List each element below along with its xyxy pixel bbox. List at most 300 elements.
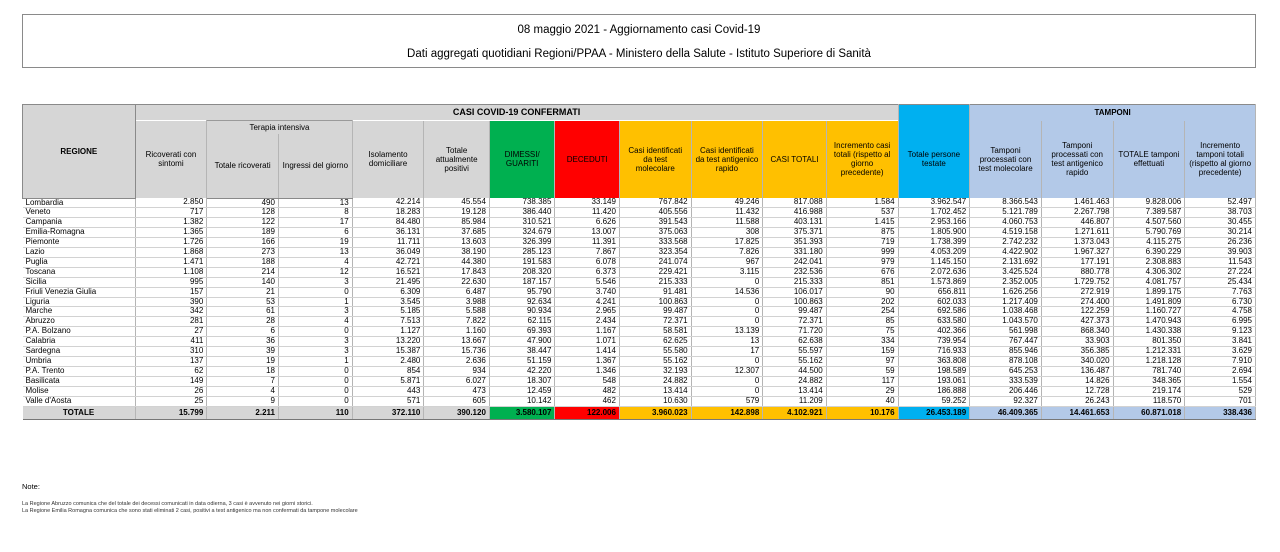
table-row xyxy=(23,297,1256,307)
data-cell: 342 xyxy=(135,307,207,317)
data-cell: 529 xyxy=(1185,386,1256,396)
data-cell: 95.790 xyxy=(489,287,555,297)
data-cell: 7.763 xyxy=(1185,287,1256,297)
data-cell: 8 xyxy=(278,208,352,218)
table-row xyxy=(23,228,1256,238)
data-cell: 4 xyxy=(278,257,352,267)
data-cell: 7.826 xyxy=(691,248,763,258)
data-cell: 122.259 xyxy=(1041,307,1113,317)
data-cell: 4.081.757 xyxy=(1113,277,1185,287)
notes-section xyxy=(22,482,358,515)
data-cell: 272.919 xyxy=(1041,287,1113,297)
data-cell: 1.899.175 xyxy=(1113,287,1185,297)
data-cell: 4.507.560 xyxy=(1113,218,1185,228)
data-cell: 1.160 xyxy=(424,327,490,337)
data-cell: 0 xyxy=(278,396,352,406)
table-row xyxy=(23,208,1256,218)
data-cell: 1.726 xyxy=(135,238,207,248)
data-cell: 4.053.209 xyxy=(898,248,970,258)
data-cell: 1.868 xyxy=(135,248,207,258)
data-cell: 30.455 xyxy=(1185,218,1256,228)
data-cell: 1.554 xyxy=(1185,376,1256,386)
data-cell: 122 xyxy=(207,218,279,228)
total-cell: 122.006 xyxy=(555,406,620,419)
data-cell: 6 xyxy=(207,327,279,337)
table-row xyxy=(23,238,1256,248)
region-name-cell: Abruzzo xyxy=(23,317,136,327)
data-cell: 137 xyxy=(135,357,207,367)
data-cell: 1.038.468 xyxy=(970,307,1042,317)
data-cell: 9.828.006 xyxy=(1113,198,1185,208)
data-cell: 24.882 xyxy=(763,376,826,386)
data-cell: 206.446 xyxy=(970,386,1042,396)
data-cell: 273 xyxy=(207,248,279,258)
data-cell: 202 xyxy=(826,297,898,307)
data-cell: 1.373.043 xyxy=(1041,238,1113,248)
note-line: La Regione Emilia Romagna comunica che sono stati eliminati 2 casi, positivi a test antigenico ma non confermati da tampone molecolare xyxy=(22,508,358,514)
data-cell: 0 xyxy=(278,287,352,297)
data-cell: 45.554 xyxy=(424,198,490,208)
data-cell: 159 xyxy=(826,347,898,357)
data-cell: 5.871 xyxy=(352,376,424,386)
region-name-cell: Umbria xyxy=(23,357,136,367)
data-cell: 656.811 xyxy=(898,287,970,297)
data-cell: 61 xyxy=(207,307,279,317)
data-cell: 801.350 xyxy=(1113,337,1185,347)
data-cell: 29 xyxy=(826,386,898,396)
total-cell: 2.211 xyxy=(207,406,279,419)
col-casi-test-antigenico: Casi identificati da test antigenico rapido xyxy=(691,121,763,199)
data-cell: 5.185 xyxy=(352,307,424,317)
data-cell: 21.495 xyxy=(352,277,424,287)
data-cell: 324.679 xyxy=(489,228,555,238)
data-cell: 386.440 xyxy=(489,208,555,218)
data-cell: 281 xyxy=(135,317,207,327)
data-cell: 0 xyxy=(278,386,352,396)
data-cell: 229.421 xyxy=(619,267,691,277)
data-cell: 189 xyxy=(207,228,279,238)
data-cell: 241.074 xyxy=(619,257,691,267)
data-cell: 72.371 xyxy=(619,317,691,327)
data-cell: 5.588 xyxy=(424,307,490,317)
data-cell: 9.123 xyxy=(1185,327,1256,337)
data-cell: 191.583 xyxy=(489,257,555,267)
data-cell: 2.953.166 xyxy=(898,218,970,228)
data-cell: 0 xyxy=(691,376,763,386)
data-cell: 219.174 xyxy=(1113,386,1185,396)
data-cell: 7.513 xyxy=(352,317,424,327)
region-name-cell: Friuli Venezia Giulia xyxy=(23,287,136,297)
data-cell: 781.740 xyxy=(1113,366,1185,376)
data-cell: 17.843 xyxy=(424,267,490,277)
col-incremento-casi: Incremento casi totali (rispetto al giorno precedente) xyxy=(826,121,898,199)
total-cell: 390.120 xyxy=(424,406,490,419)
data-cell: 198.589 xyxy=(898,366,970,376)
data-cell: 1.470.943 xyxy=(1113,317,1185,327)
data-cell: 128 xyxy=(207,208,279,218)
region-name-cell: Campania xyxy=(23,218,136,228)
col-casi-test-molecolare: Casi identificati da test molecolare xyxy=(619,121,691,199)
region-column-header: REGIONE xyxy=(23,105,136,199)
data-cell: 571 xyxy=(352,396,424,406)
data-cell: 739.954 xyxy=(898,337,970,347)
data-cell: 33.903 xyxy=(1041,337,1113,347)
data-cell: 1.415 xyxy=(826,218,898,228)
data-cell: 605 xyxy=(424,396,490,406)
data-cell: 17 xyxy=(278,218,352,228)
data-cell: 0 xyxy=(278,376,352,386)
data-cell: 3 xyxy=(278,277,352,287)
data-cell: 7.822 xyxy=(424,317,490,327)
data-cell: 52.497 xyxy=(1185,198,1256,208)
data-cell: 7 xyxy=(207,376,279,386)
data-cell: 15.736 xyxy=(424,347,490,357)
data-cell: 55.162 xyxy=(619,357,691,367)
data-cell: 490 xyxy=(207,198,279,208)
data-cell: 645.253 xyxy=(970,366,1042,376)
data-cell: 215.333 xyxy=(763,277,826,287)
data-cell: 22.630 xyxy=(424,277,490,287)
data-cell: 537 xyxy=(826,208,898,218)
total-cell: 110 xyxy=(278,406,352,419)
data-cell: 0 xyxy=(691,317,763,327)
data-cell: 4.060.753 xyxy=(970,218,1042,228)
data-cell: 1.346 xyxy=(555,366,620,376)
data-cell: 979 xyxy=(826,257,898,267)
data-cell: 676 xyxy=(826,267,898,277)
col-tamponi-molecolare: Tamponi processati con test molecolare xyxy=(970,121,1042,199)
col-totale-ricoverati: Totale ricoverati xyxy=(207,134,279,199)
table-row xyxy=(23,327,1256,337)
data-cell: 579 xyxy=(691,396,763,406)
data-cell: 39.903 xyxy=(1185,248,1256,258)
data-cell: 1.108 xyxy=(135,267,207,277)
data-cell: 149 xyxy=(135,376,207,386)
report-subtitle: Dati aggregati quotidiani Regioni/PPAA - Ministero della Salute - Istituto Superiore di Sanità xyxy=(407,48,871,60)
col-ingressi-giorno: Ingressi del giorno xyxy=(278,134,352,199)
data-cell: 25 xyxy=(135,396,207,406)
data-cell: 855.946 xyxy=(970,347,1042,357)
data-cell: 2.131.692 xyxy=(970,257,1042,267)
data-cell: 2.694 xyxy=(1185,366,1256,376)
data-cell: 482 xyxy=(555,386,620,396)
data-cell: 0 xyxy=(691,277,763,287)
data-cell: 15.387 xyxy=(352,347,424,357)
data-cell: 995 xyxy=(135,277,207,287)
table-row xyxy=(23,248,1256,258)
data-cell: 36.131 xyxy=(352,228,424,238)
data-cell: 1.167 xyxy=(555,327,620,337)
data-cell: 1.212.331 xyxy=(1113,347,1185,357)
region-name-cell: Marche xyxy=(23,307,136,317)
data-cell: 62.625 xyxy=(619,337,691,347)
total-cell: 26.453.189 xyxy=(898,406,970,419)
region-name-cell: Emilia-Romagna xyxy=(23,228,136,238)
data-cell: 13.603 xyxy=(424,238,490,248)
col-casi-totali: CASI TOTALI xyxy=(763,121,826,199)
data-cell: 27.224 xyxy=(1185,267,1256,277)
data-cell: 0 xyxy=(278,366,352,376)
data-cell: 13.414 xyxy=(763,386,826,396)
data-cell: 411 xyxy=(135,337,207,347)
table-row xyxy=(23,277,1256,287)
table-body xyxy=(23,198,1256,419)
data-cell: 2.308.883 xyxy=(1113,257,1185,267)
data-cell: 14.826 xyxy=(1041,376,1113,386)
data-cell: 11.711 xyxy=(352,238,424,248)
notes-label: Note: xyxy=(22,482,40,491)
data-cell: 40 xyxy=(826,396,898,406)
data-cell: 1.414 xyxy=(555,347,620,357)
data-cell: 177.191 xyxy=(1041,257,1113,267)
data-cell: 90 xyxy=(826,287,898,297)
data-cell: 1.584 xyxy=(826,198,898,208)
data-cell: 53 xyxy=(207,297,279,307)
data-cell: 49.246 xyxy=(691,198,763,208)
data-cell: 285.123 xyxy=(489,248,555,258)
data-cell: 13.220 xyxy=(352,337,424,347)
data-cell: 71.720 xyxy=(763,327,826,337)
data-cell: 38.703 xyxy=(1185,208,1256,218)
data-cell: 12.307 xyxy=(691,366,763,376)
data-cell: 767.842 xyxy=(619,198,691,208)
data-cell: 62.115 xyxy=(489,317,555,327)
data-cell: 118.570 xyxy=(1113,396,1185,406)
table-row xyxy=(23,357,1256,367)
data-cell: 106.017 xyxy=(763,287,826,297)
data-cell: 37.685 xyxy=(424,228,490,238)
data-cell: 880.778 xyxy=(1041,267,1113,277)
data-cell: 1.805.900 xyxy=(898,228,970,238)
data-cell: 18 xyxy=(207,366,279,376)
data-cell: 4.422.902 xyxy=(970,248,1042,258)
col-tamponi-antigenico: Tamponi processati con test antigenico rapido xyxy=(1041,121,1113,199)
data-cell: 13 xyxy=(278,198,352,208)
data-cell: 348.365 xyxy=(1113,376,1185,386)
data-cell: 11.588 xyxy=(691,218,763,228)
col-deceduti: DECEDUTI xyxy=(555,121,620,199)
table-row xyxy=(23,257,1256,267)
data-cell: 208.320 xyxy=(489,267,555,277)
data-cell: 85 xyxy=(826,317,898,327)
data-cell: 1 xyxy=(278,297,352,307)
data-cell: 214 xyxy=(207,267,279,277)
data-cell: 26.236 xyxy=(1185,238,1256,248)
data-cell: 2.072.636 xyxy=(898,267,970,277)
data-cell: 6.626 xyxy=(555,218,620,228)
report-title: 08 maggio 2021 - Aggiornamento casi Covid-19 xyxy=(517,24,761,36)
data-cell: 11.391 xyxy=(555,238,620,248)
tamponi-group-header: TAMPONI xyxy=(970,105,1256,121)
col-dimessi-guariti: DIMESSI/ GUARITI xyxy=(489,121,555,199)
data-cell: 1.160.727 xyxy=(1113,307,1185,317)
data-cell: 633.580 xyxy=(898,317,970,327)
region-name-cell: Lazio xyxy=(23,248,136,258)
region-name-cell: Puglia xyxy=(23,257,136,267)
data-cell: 3.629 xyxy=(1185,347,1256,357)
data-cell: 92.327 xyxy=(970,396,1042,406)
data-cell: 340.020 xyxy=(1041,357,1113,367)
data-cell: 16.521 xyxy=(352,267,424,277)
data-cell: 42.721 xyxy=(352,257,424,267)
data-cell: 1.967.327 xyxy=(1041,248,1113,258)
data-cell: 3.115 xyxy=(691,267,763,277)
table-row xyxy=(23,198,1256,208)
total-cell: 46.409.365 xyxy=(970,406,1042,419)
total-cell: 15.799 xyxy=(135,406,207,419)
table-row xyxy=(23,218,1256,228)
data-cell: 934 xyxy=(424,366,490,376)
data-cell: 274.400 xyxy=(1041,297,1113,307)
note-line: La Regione Abruzzo comunica che del totale dei decessi comunicati in data odierna, 3 casi è avvenuto nei giorni storici. xyxy=(22,501,313,507)
table-row xyxy=(23,347,1256,357)
data-cell: 1.430.338 xyxy=(1113,327,1185,337)
data-cell: 58.581 xyxy=(619,327,691,337)
data-cell: 59.252 xyxy=(898,396,970,406)
total-cell: 338.436 xyxy=(1185,406,1256,419)
data-cell: 1.491.809 xyxy=(1113,297,1185,307)
data-cell: 473 xyxy=(424,386,490,396)
data-cell: 3.740 xyxy=(555,287,620,297)
data-cell: 1.145.150 xyxy=(898,257,970,267)
data-cell: 561.998 xyxy=(970,327,1042,337)
data-cell: 84.480 xyxy=(352,218,424,228)
data-cell: 59 xyxy=(826,366,898,376)
data-cell: 13.414 xyxy=(619,386,691,396)
data-cell: 100.863 xyxy=(763,297,826,307)
data-cell: 55.597 xyxy=(763,347,826,357)
data-cell: 2.965 xyxy=(555,307,620,317)
data-cell: 55.162 xyxy=(763,357,826,367)
data-cell: 85.984 xyxy=(424,218,490,228)
data-cell: 36 xyxy=(207,337,279,347)
total-cell: 3.960.023 xyxy=(619,406,691,419)
data-cell: 0 xyxy=(691,297,763,307)
data-cell: 91.481 xyxy=(619,287,691,297)
data-cell: 42.220 xyxy=(489,366,555,376)
total-cell: 372.110 xyxy=(352,406,424,419)
data-cell: 14.536 xyxy=(691,287,763,297)
data-cell: 3 xyxy=(278,307,352,317)
data-cell: 405.556 xyxy=(619,208,691,218)
data-cell: 6.309 xyxy=(352,287,424,297)
data-cell: 1.573.869 xyxy=(898,277,970,287)
data-cell: 4 xyxy=(207,386,279,396)
data-cell: 7.389.587 xyxy=(1113,208,1185,218)
total-cell: 10.176 xyxy=(826,406,898,419)
data-cell: 6.373 xyxy=(555,267,620,277)
data-cell: 13 xyxy=(278,248,352,258)
data-cell: 33.149 xyxy=(555,198,620,208)
data-cell: 427.373 xyxy=(1041,317,1113,327)
data-cell: 187.157 xyxy=(489,277,555,287)
data-cell: 854 xyxy=(352,366,424,376)
data-cell: 13 xyxy=(691,337,763,347)
data-cell: 878.108 xyxy=(970,357,1042,367)
table-row xyxy=(23,366,1256,376)
data-cell: 390 xyxy=(135,297,207,307)
data-cell: 1 xyxy=(278,357,352,367)
data-cell: 26 xyxy=(135,386,207,396)
col-incremento-tamponi: Incremento tamponi totali (rispetto al giorno precedente) xyxy=(1185,121,1256,199)
data-cell: 17.825 xyxy=(691,238,763,248)
data-cell: 875 xyxy=(826,228,898,238)
data-cell: 7.910 xyxy=(1185,357,1256,367)
data-cell: 19.128 xyxy=(424,208,490,218)
data-cell: 44.380 xyxy=(424,257,490,267)
data-cell: 4.519.158 xyxy=(970,228,1042,238)
data-cell: 47.900 xyxy=(489,337,555,347)
region-name-cell: P.A. Trento xyxy=(23,366,136,376)
data-cell: 42.214 xyxy=(352,198,424,208)
data-cell: 99.487 xyxy=(763,307,826,317)
data-cell: 2.352.005 xyxy=(970,277,1042,287)
data-cell: 0 xyxy=(691,386,763,396)
data-cell: 6.995 xyxy=(1185,317,1256,327)
data-cell: 254 xyxy=(826,307,898,317)
data-cell: 13.667 xyxy=(424,337,490,347)
data-cell: 36.049 xyxy=(352,248,424,258)
data-cell: 323.354 xyxy=(619,248,691,258)
data-cell: 100.863 xyxy=(619,297,691,307)
total-row xyxy=(23,406,1256,419)
region-name-cell: Valle d'Aosta xyxy=(23,396,136,406)
data-cell: 1.218.128 xyxy=(1113,357,1185,367)
data-cell: 215.333 xyxy=(619,277,691,287)
data-cell: 7.867 xyxy=(555,248,620,258)
data-cell: 443 xyxy=(352,386,424,396)
data-cell: 166 xyxy=(207,238,279,248)
data-cell: 3.545 xyxy=(352,297,424,307)
data-cell: 416.988 xyxy=(763,208,826,218)
data-cell: 356.385 xyxy=(1041,347,1113,357)
data-cell: 26.243 xyxy=(1041,396,1113,406)
data-cell: 186.888 xyxy=(898,386,970,396)
data-cell: 701 xyxy=(1185,396,1256,406)
data-cell: 6.487 xyxy=(424,287,490,297)
data-cell: 3.841 xyxy=(1185,337,1256,347)
data-cell: 2.742.232 xyxy=(970,238,1042,248)
data-cell: 692.586 xyxy=(898,307,970,317)
col-ricoverati-sintomi: Ricoverati con sintomi xyxy=(135,121,207,199)
data-cell: 716.933 xyxy=(898,347,970,357)
data-cell: 6 xyxy=(278,228,352,238)
data-cell: 11.420 xyxy=(555,208,620,218)
data-cell: 69.393 xyxy=(489,327,555,337)
data-cell: 738.385 xyxy=(489,198,555,208)
data-cell: 326.399 xyxy=(489,238,555,248)
data-cell: 18.307 xyxy=(489,376,555,386)
data-cell: 767.447 xyxy=(970,337,1042,347)
data-cell: 11.209 xyxy=(763,396,826,406)
data-cell: 242.041 xyxy=(763,257,826,267)
col-persone-testate: Totale persone testate xyxy=(898,121,970,199)
data-cell: 12.728 xyxy=(1041,386,1113,396)
data-cell: 1.071 xyxy=(555,337,620,347)
col-isolamento-domiciliare: Isolamento domiciliare xyxy=(352,121,424,199)
data-cell: 4.115.275 xyxy=(1113,238,1185,248)
data-cell: 999 xyxy=(826,248,898,258)
data-cell: 1.471 xyxy=(135,257,207,267)
data-cell: 12.459 xyxy=(489,386,555,396)
data-cell: 363.808 xyxy=(898,357,970,367)
data-cell: 1.382 xyxy=(135,218,207,228)
region-name-cell: Veneto xyxy=(23,208,136,218)
data-cell: 27 xyxy=(135,327,207,337)
data-cell: 75 xyxy=(826,327,898,337)
data-cell: 3 xyxy=(278,337,352,347)
data-cell: 9 xyxy=(207,396,279,406)
